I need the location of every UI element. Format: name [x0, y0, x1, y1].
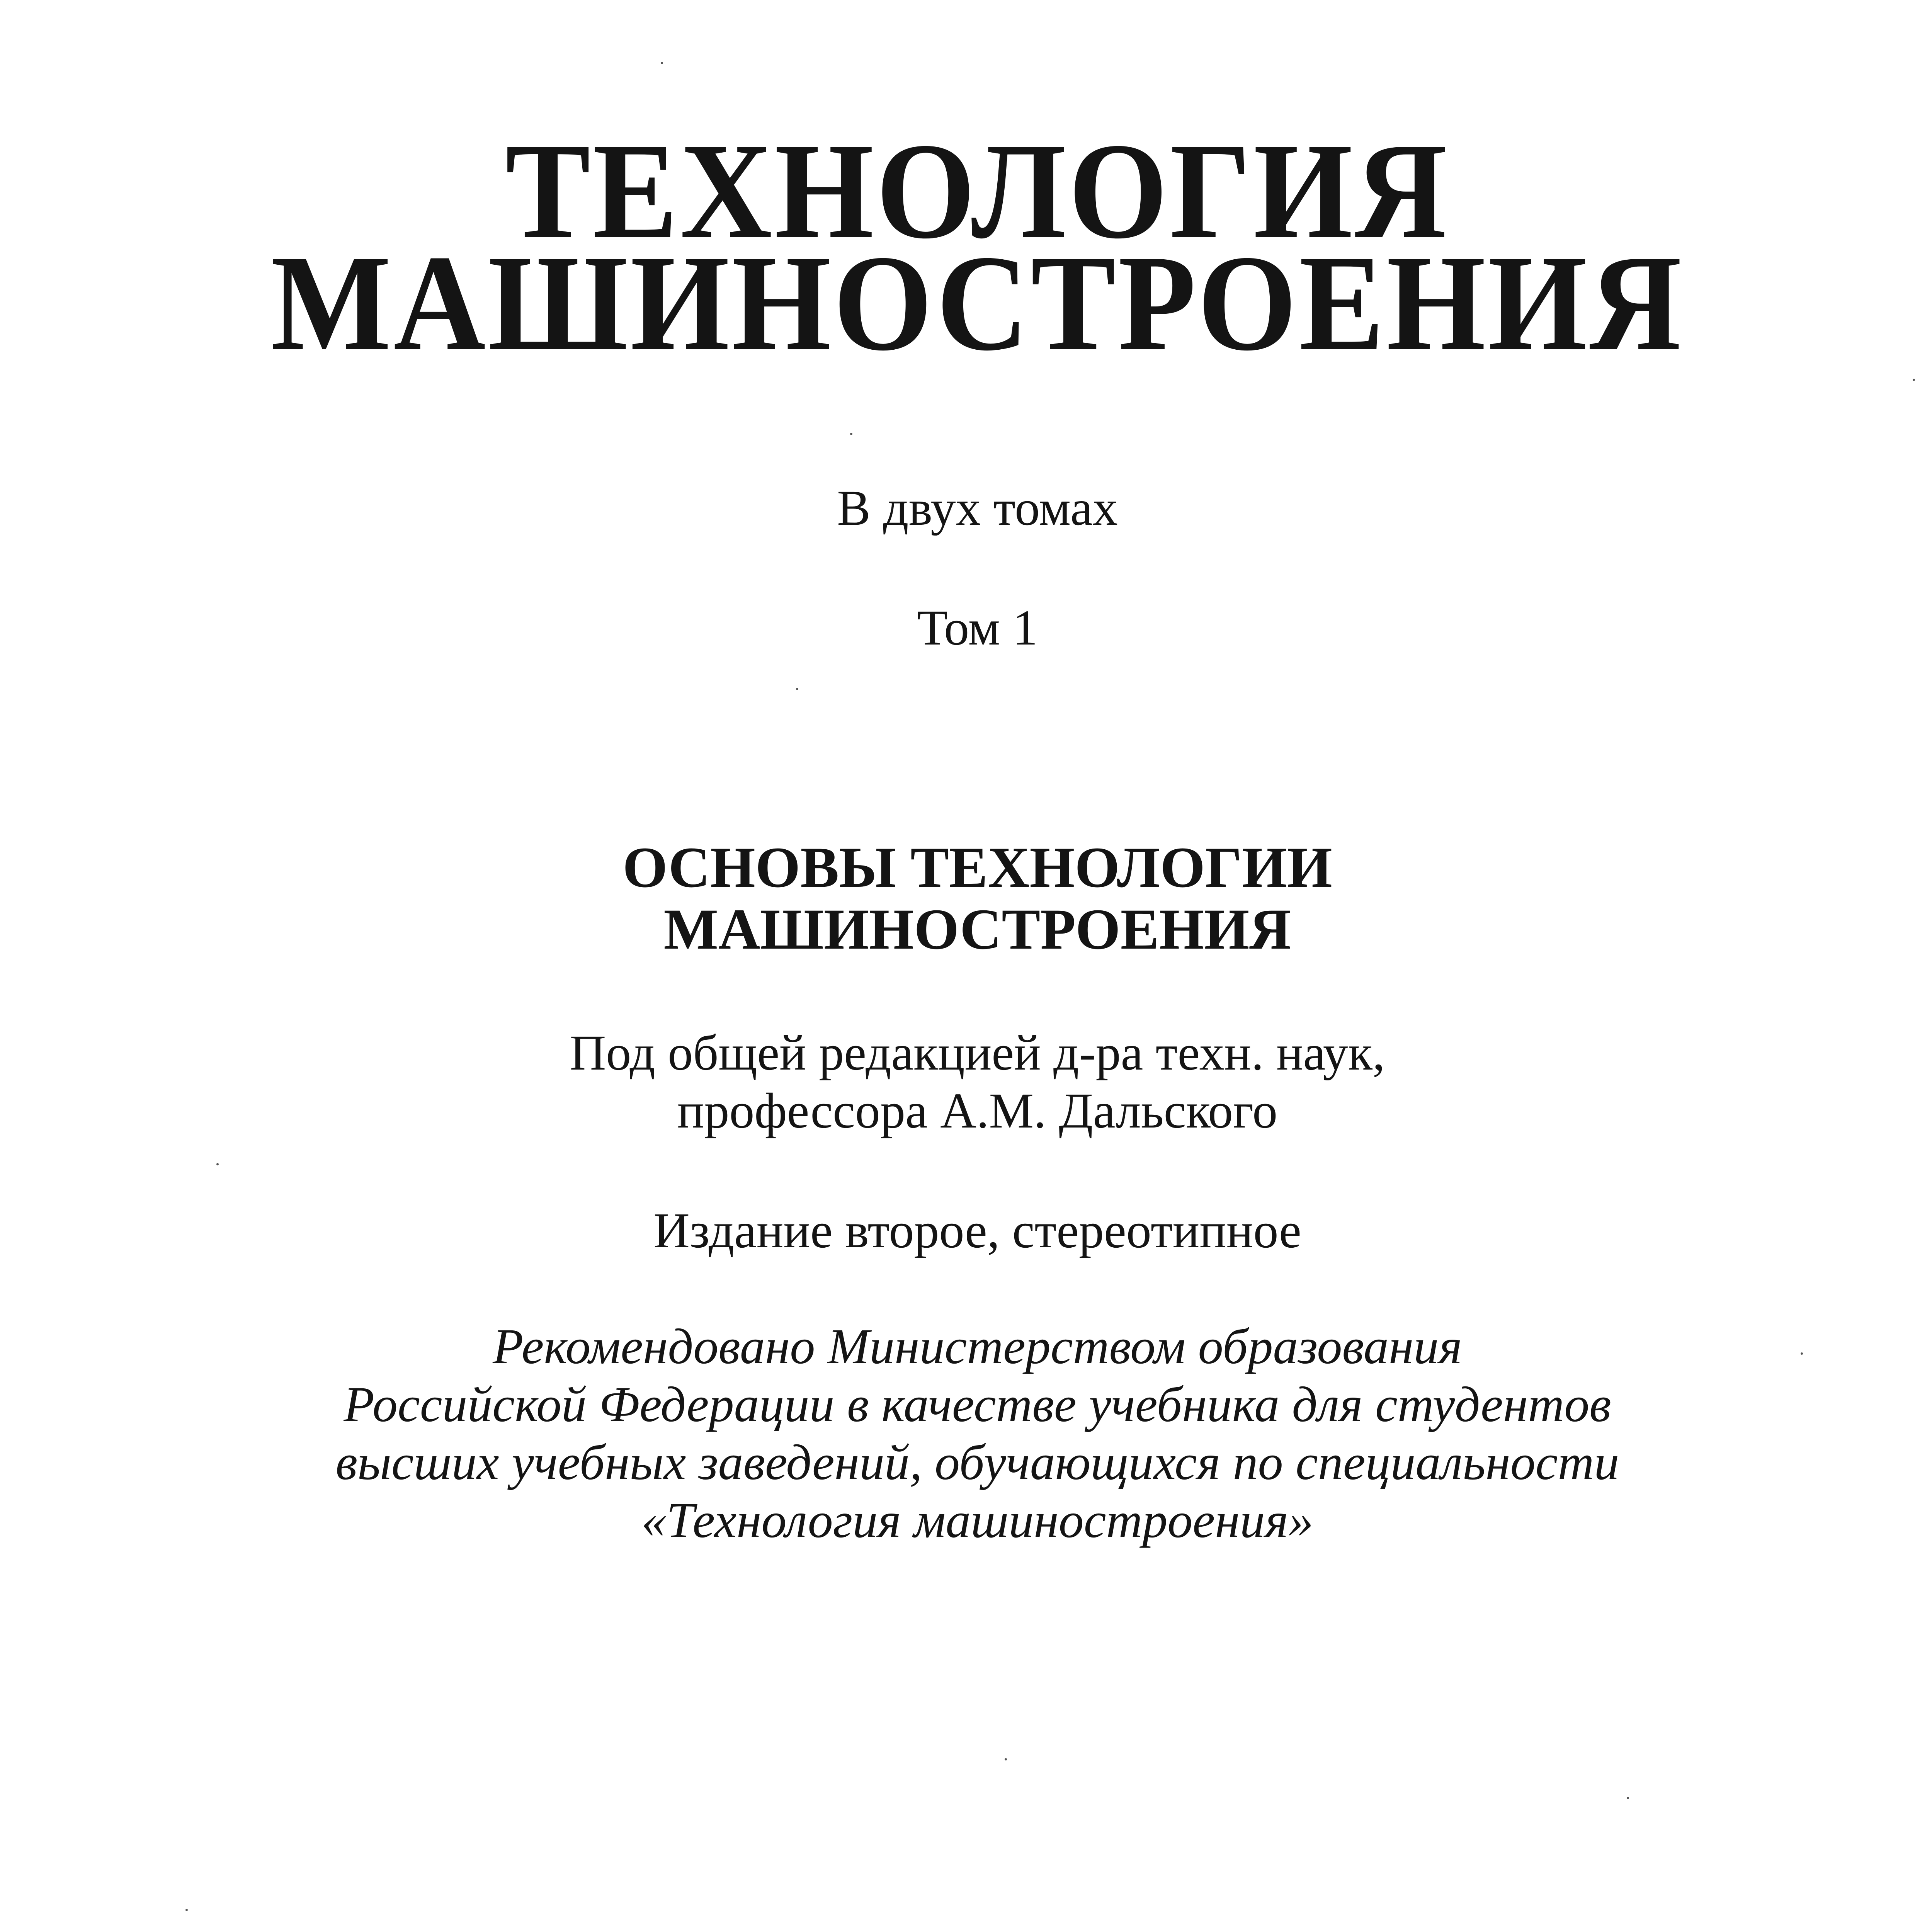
scan-speck [1913, 379, 1915, 381]
scan-speck [661, 62, 663, 64]
editor-line-2: профессора А.М. Дальского [677, 1083, 1278, 1139]
volume-set-note: В двух томах [837, 480, 1118, 536]
scan-speck [185, 1909, 188, 1911]
book-title-line-1: ТЕХНОЛОГИЯ [505, 115, 1449, 267]
scan-speck [850, 433, 852, 435]
volume-subtitle-line-2: МАШИНОСТРОЕНИЯ [663, 897, 1291, 961]
book-title-line-2: МАШИНОСТРОЕНИЯ [271, 227, 1684, 379]
volume-subtitle-line-1: ОСНОВЫ ТЕХНОЛОГИИ [622, 835, 1332, 900]
recommendation-line-3: высших учебных заведений, обучающихся по специальности [335, 1435, 1619, 1490]
scan-speck [216, 1163, 219, 1165]
scan-speck [1627, 1797, 1629, 1799]
recommendation-line-2: Российской Федерации в качестве учебника для студентов [344, 1377, 1611, 1432]
editor-line-1: Под общей редакцией д-ра техн. наук, [570, 1025, 1385, 1081]
scan-speck [796, 688, 798, 690]
scan-speck [1005, 1758, 1007, 1760]
volume-number: Том 1 [917, 600, 1038, 656]
recommendation-line-4: «Технология машиностроения» [641, 1493, 1314, 1548]
recommendation-line-1: Рекомендовано Министерством образования [493, 1319, 1462, 1374]
scan-speck [1801, 1352, 1803, 1355]
edition-note: Издание второе, стереотипное [653, 1203, 1301, 1259]
